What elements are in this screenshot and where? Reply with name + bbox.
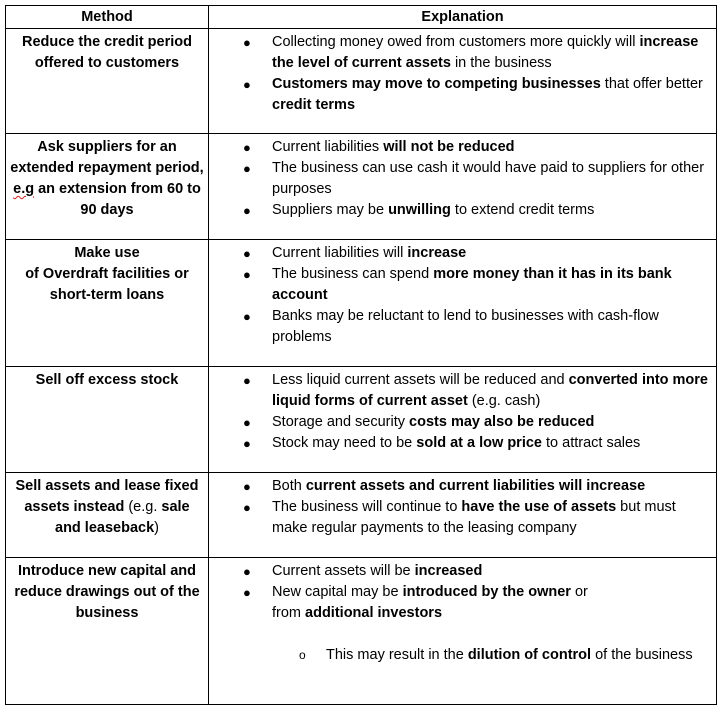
- bullet-item: [209, 264, 712, 306]
- bullet-text: The business will continue to have the use of assets but must make regular payments to the leasing company: [272, 499, 676, 536]
- bullet-text: Current liabilities will not be reduced: [272, 139, 515, 155]
- explanation-cell: [209, 558, 717, 705]
- bullet-text: Both current assets and current liabilities will increase: [272, 478, 646, 494]
- table-row: [6, 367, 717, 473]
- bullet-item: [209, 370, 712, 412]
- methods-table-page: [5, 5, 716, 705]
- bullet-text: Banks may be reluctant to lend to businesses with cash-flow problems: [272, 308, 659, 345]
- bullet-icon: ●: [243, 309, 251, 324]
- method-cell: Make use of Overdraft facilities or short-term loans: [6, 240, 209, 367]
- bullet-text: Current assets will be increased: [272, 563, 483, 579]
- table-row: [6, 134, 717, 240]
- bullet-list: [209, 367, 716, 454]
- bullet-icon: ●: [243, 246, 251, 261]
- explanation-cell: [209, 134, 717, 240]
- bullet-icon: ●: [243, 373, 251, 388]
- bullet-list: [209, 558, 716, 624]
- explanation-column-header: Explanation: [209, 6, 717, 29]
- bullet-item: [209, 433, 712, 454]
- table-row: [6, 473, 717, 558]
- bullet-list: [209, 473, 716, 539]
- bullet-item: [209, 306, 712, 348]
- bullet-item: [209, 582, 712, 624]
- bullet-icon: ●: [243, 500, 251, 515]
- explanation-cell: [209, 473, 717, 558]
- bullet-text: The business can use cash it would have paid to suppliers for other purposes: [272, 160, 705, 197]
- table-header-row: [6, 6, 717, 29]
- bullet-icon: ●: [243, 267, 251, 282]
- bullet-item: [209, 137, 712, 158]
- bullet-item: [209, 158, 712, 200]
- explanation-cell: [209, 367, 717, 473]
- method-cell: Sell off excess stock: [6, 367, 209, 473]
- bullet-icon: ●: [243, 415, 251, 430]
- table-row: [6, 240, 717, 367]
- bullet-item: [209, 243, 712, 264]
- bullet-icon: ●: [243, 140, 251, 155]
- bullet-text: The business can spend more money than it has in its bank account: [272, 266, 672, 303]
- bullet-list: [209, 240, 716, 348]
- working-capital-methods-table: [5, 5, 717, 705]
- bullet-list: [209, 134, 716, 221]
- method-column-header: Method: [6, 6, 209, 29]
- table-row: [6, 29, 717, 134]
- bullet-text: Current liabilities will increase: [272, 245, 467, 261]
- bullet-text: Suppliers may be unwilling to extend credit terms: [272, 202, 595, 218]
- bullet-item: [209, 32, 712, 74]
- method-cell: Introduce new capital and reduce drawings out of the business: [6, 558, 209, 705]
- bullet-icon: ●: [243, 436, 251, 451]
- bullet-icon: ●: [243, 564, 251, 579]
- bullet-icon: ●: [243, 161, 251, 176]
- bullet-text: Storage and security costs may also be reduced: [272, 414, 595, 430]
- circle-bullet-icon: o: [299, 648, 306, 662]
- sub-bullet-item: [209, 645, 716, 666]
- bullet-item: [209, 476, 712, 497]
- bullet-icon: ●: [243, 203, 251, 218]
- method-cell: Ask suppliers for an extended repayment period, e.g an extension from 60 to 90 days: [6, 134, 209, 240]
- bullet-text: Less liquid current assets will be reduced and converted into more liquid forms of current asset (e.g. cash): [272, 372, 708, 409]
- bullet-text: Collecting money owed from customers more quickly will increase the level of current assets in the business: [272, 34, 699, 71]
- bullet-icon: ●: [243, 479, 251, 494]
- bullet-text: New capital may be introduced by the owner or from additional investors: [272, 584, 588, 621]
- bullet-text: Stock may need to be sold at a low price to attract sales: [272, 435, 641, 451]
- bullet-item: [209, 561, 712, 582]
- bullet-list: [209, 29, 716, 116]
- sub-bullet-text: This may result in the dilution of control of the business: [326, 647, 693, 663]
- bullet-item: [209, 200, 712, 221]
- explanation-cell: [209, 240, 717, 367]
- bullet-icon: ●: [243, 585, 251, 600]
- bullet-item: [209, 412, 712, 433]
- table-row: [6, 558, 717, 705]
- bullet-icon: ●: [243, 35, 251, 50]
- method-cell: Reduce the credit period offered to customers: [6, 29, 209, 134]
- bullet-item: [209, 497, 712, 539]
- bullet-icon: ●: [243, 77, 251, 92]
- explanation-cell: [209, 29, 717, 134]
- bullet-item: [209, 74, 712, 116]
- method-cell: Sell assets and lease fixed assets instead (e.g. sale and leaseback): [6, 473, 209, 558]
- bullet-text: Customers may move to competing businesses that offer better credit terms: [272, 76, 703, 113]
